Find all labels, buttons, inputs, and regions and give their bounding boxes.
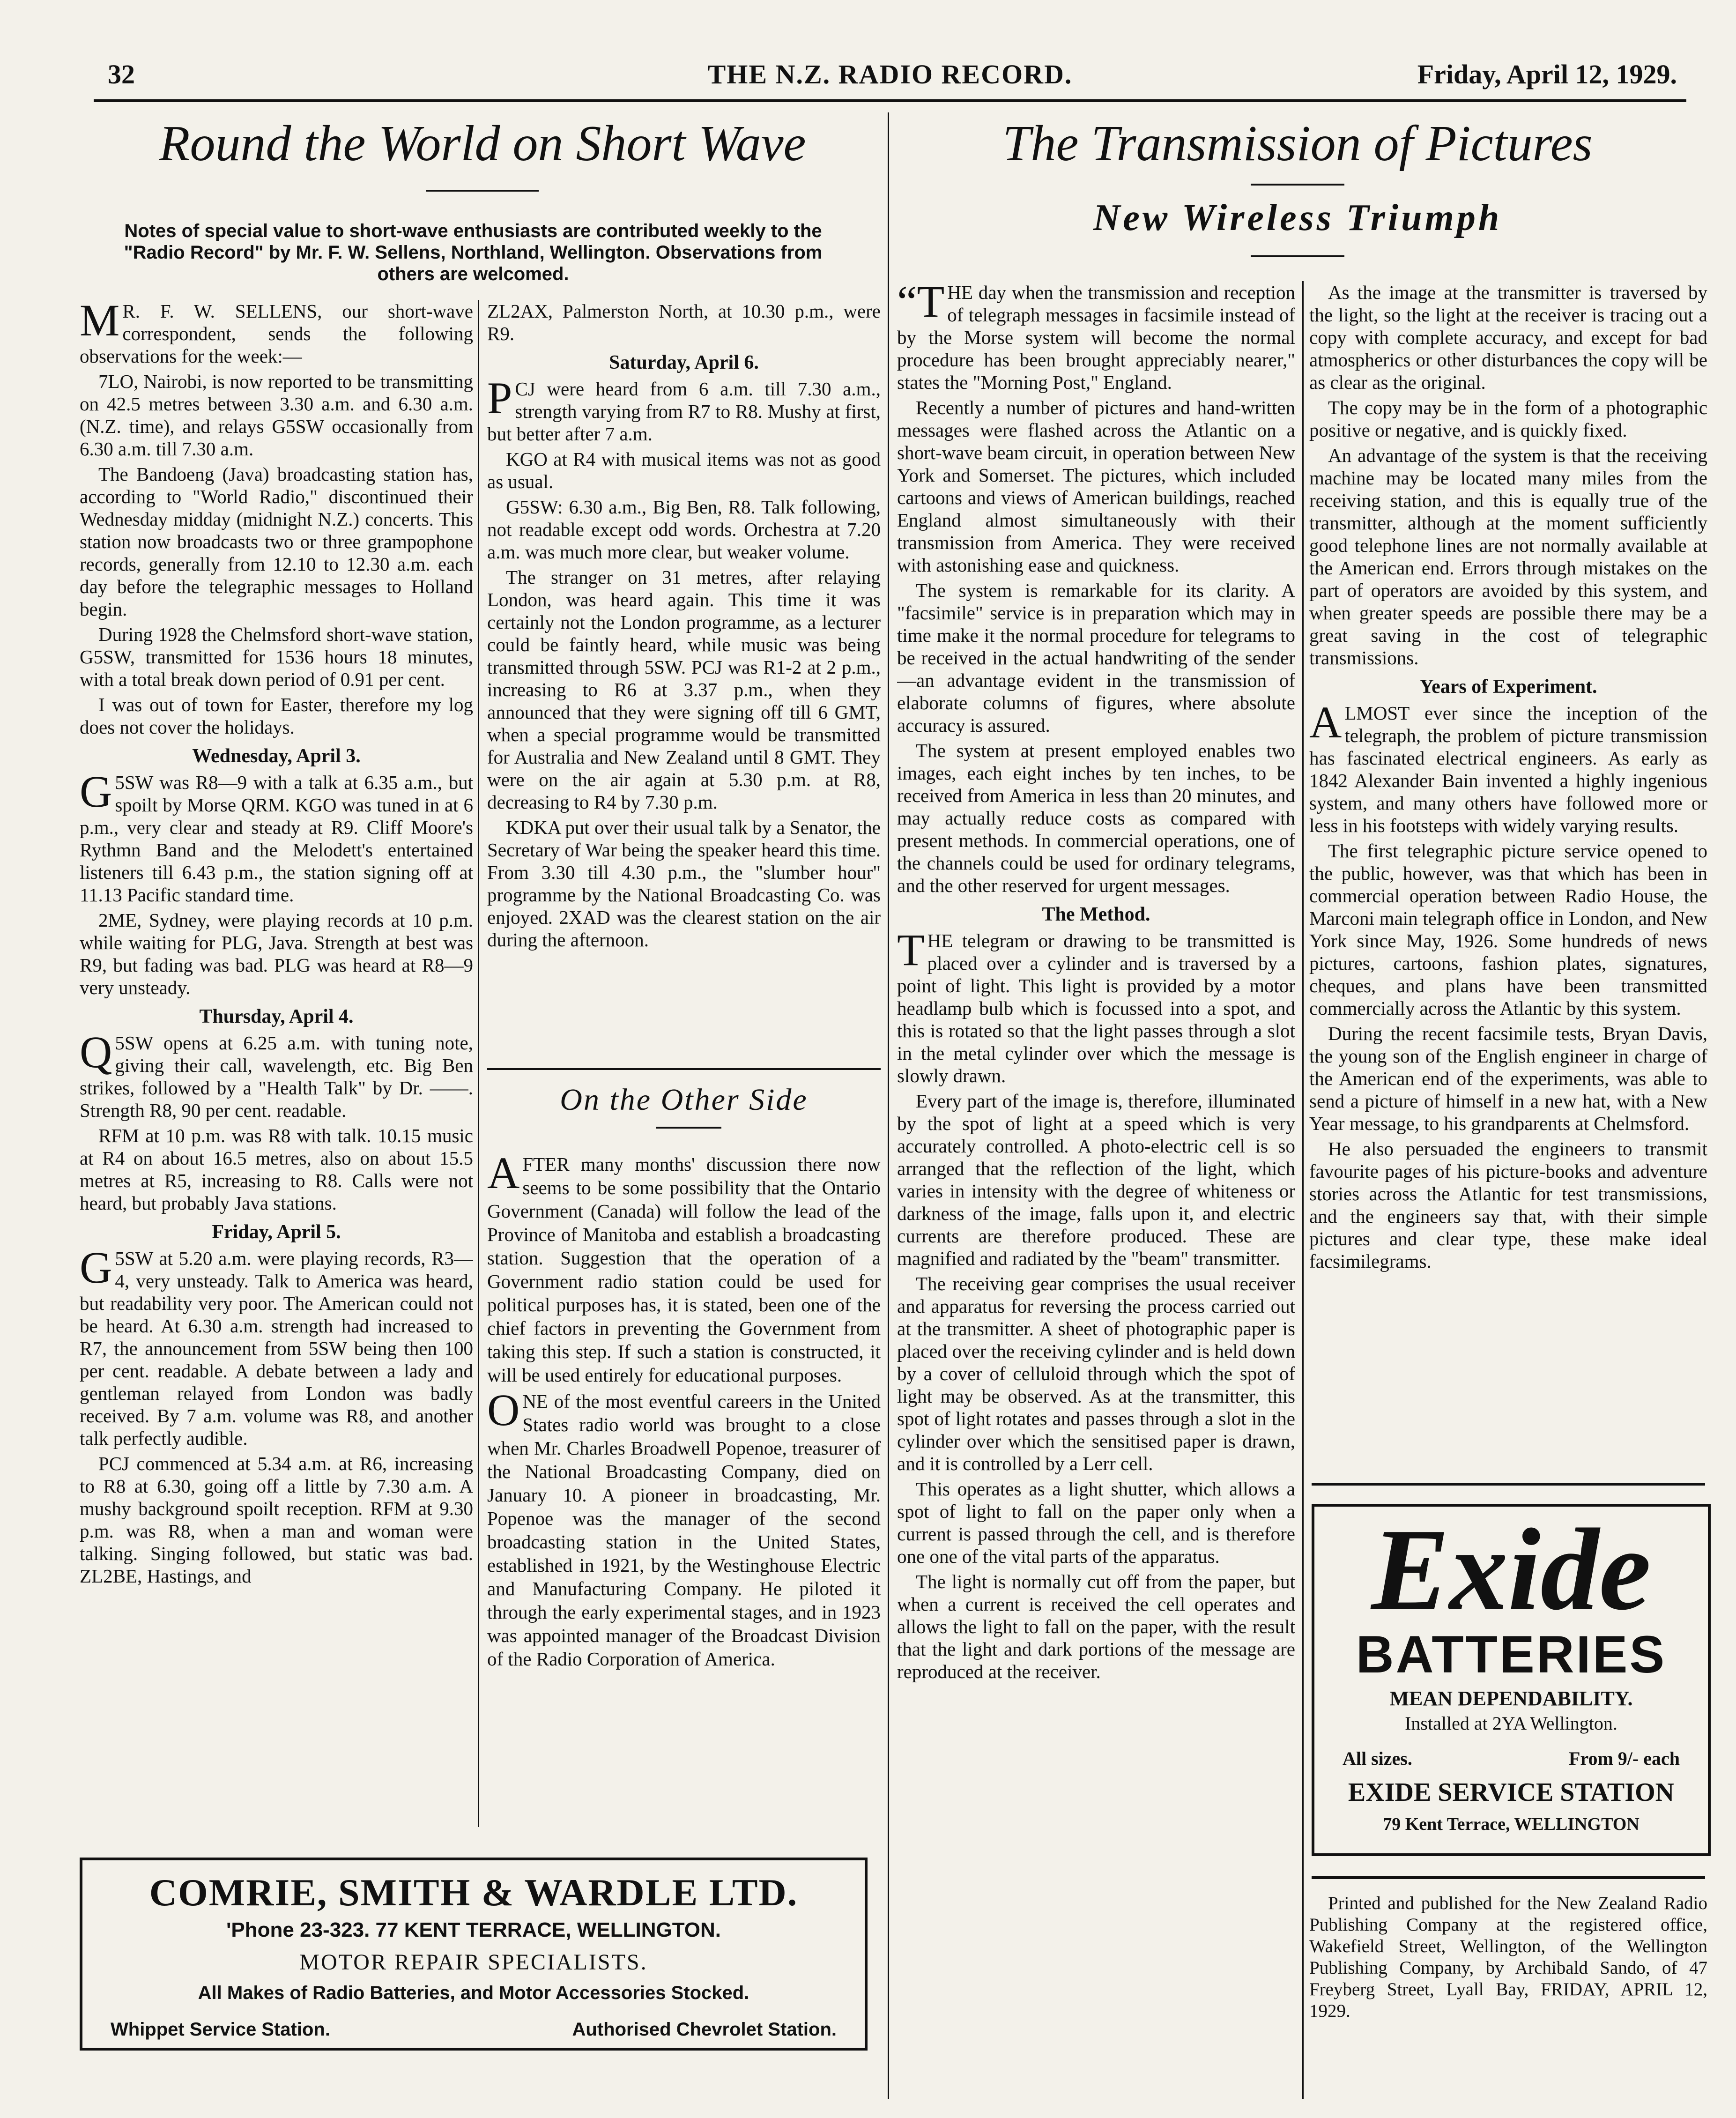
article-paragraph: He also persuaded the engineers to transmit favourite pages of his picture-books and adventure stories across the Atlantic for test transmissions, and the engineers say that, with their simple pictures and clear type, these make ideal facsimilegrams. [1309,1138,1707,1272]
section-heading: Friday, April 5. [212,1221,341,1243]
article-paragraph: This operates as a light shutter, which allows a spot of light to fall on the paper only when a current is passed through the cell, and is therefore one one of the vital parts of the apparatus. [897,1478,1295,1567]
comrie-ad-whippet: Whippet Service Station. [111,2019,330,2040]
article-paragraph: AFTER many months' discussion there now seems to be some possibility that the Ontario Government (Canada) will follow the lead of the Province of Manitoba and establish a broadcasting station. Suggestion that the operation of a Government radio station could be used for political purposes has, it is stated, been one of the chief factors in preventing the Government from taking this step. If such a station is constructed, it will be used entirely for educational purposes. [487,1152,881,1386]
shortwave-title: Round the World on Short Wave [159,116,806,171]
article-paragraph: 2ME, Sydney, were playing records at 10 p.m. while waiting for PLG, Java. Strength at best was R9, but fading was bad. PLG was heard at R8—9 very unsteady. [80,909,473,998]
article-paragraph: ONE of the most eventful careers in the United States radio world was brought to a close when Mr. Charles Broadwell Popenoe, treasurer of the National Broadcasting Company, died on January 10. A pioneer in broadcasting, Mr. Popenoe was the manager of the second broadcasting station in the United States, established in 1921, by the Westinghouse Electric and Manufacturing Company. He piloted it through the early experimental stages, and in 1923 was appointed manager of the Broadcast Division of the Radio Corporation of America. [487,1385,881,1670]
exide-address: 79 Kent Terrace, WELLINGTON [1383,1814,1640,1834]
drop-cap: A [487,1152,520,1198]
article-paragraph: PCJ were heard from 6 a.m. till 7.30 a.m., strength varying from R7 to R8. Mushy at first, but better after 7 a.m. [487,373,881,445]
column-divider-3 [1302,281,1304,2099]
comrie-ad-phone: 'Phone 23-323. 77 KENT TERRACE, WELLINGTON. [226,1918,721,1941]
pictures-column-2 [1309,281,1707,1480]
article-paragraph: G 5SW was R8—9 with a talk at 6.35 a.m., but spoilt by Morse QRM. KGO was tuned in at 6 p.m., very clear and steady at R9. Cliff Moore's Rythmn Band and the Melodett's entertained listeners till 6.43 p.m., the station signing off at 11.13 Pacific standard time. [80,766,473,906]
exide-brand-logo: Exide [1371,1505,1651,1635]
section-heading: Saturday, April 6. [609,352,759,373]
section-heading: Thursday, April 4. [199,1006,354,1027]
article-paragraph: PCJ commenced at 5.34 a.m. at R6, increasing to R8 at 6.30, going off a little by 7.30 a.m. A mushy background spoilt reception. RFM at 9.30 p.m. was R8, when a man and woman were talking. Singing followed, but static was bad. ZL2BE, Hastings, and [80,1453,473,1587]
exide-sizes: All sizes. [1343,1748,1412,1769]
article-paragraph: I was out of town for Easter, therefore my log does not cover the holidays. [80,694,473,738]
article-paragraph: KDKA put over their usual talk by a Senator, the Secretary of War being the speaker heard this time. From 3.30 till 4.30 p.m., the "slumber hour" programme by the National Broadcasting Co. was enjoyed. 2XAD was the clearest station on the air during the afternoon. [487,817,881,951]
article-paragraph: “THE day when the transmission and reception of telegraph messages in facsimile instead of by the Morse system will become the normal procedure has been brought appreciably nearer," states the "Morning Post," England. [897,281,1295,393]
pictures-title: The Transmission of Pictures [1002,116,1593,171]
article-paragraph: During 1928 the Chelmsford short-wave station, G5SW, transmitted for 1536 hours 18 minutes, with a total break down period of 0.91 per cent. [80,624,473,690]
drop-cap: “T [897,281,945,327]
comrie-ad-specialists: MOTOR REPAIR SPECIALISTS. [299,1950,648,1975]
article-paragraph: The first telegraphic picture service opened to the public, however, was that which has been in commercial operation between Radio House, the Marconi main telegraph office in London, and New York since May, 1926. Some hundreds of news pictures, cartoons, fashion plates, signatures, cheques, and plans have been transmitted commercially across the Atlantic by this system. [1309,840,1707,1019]
article-paragraph: Q 5SW opens at 6.25 a.m. with tuning note, giving their call, wavelength, etc. Big Ben strikes, followed by a "Health Talk" by Dr. ——. Strength R8, 90 per cent. readable. [80,1027,473,1121]
pictures-title-rule [1251,184,1344,186]
drop-cap: O [487,1385,520,1435]
article-paragraph: RFM at 10 p.m. was R8 with talk. 10.15 music at R4 on about 16.5 metres, also on about 15.5 metres at R5, increasing to R8. Calls were not heard, but probably Java stations. [80,1125,473,1214]
drop-cap: P [487,373,512,423]
article-paragraph: KGO at R4 with musical items was not as good as usual. [487,448,881,492]
pictures-subtitle-rule [1251,255,1344,257]
page-number: 32 [108,59,135,89]
exide-installed: Installed at 2YA Wellington. [1405,1713,1617,1734]
exide-ad [1312,1504,1711,1856]
article-paragraph: Every part of the image is, therefore, illuminated by the spot of light at a speed which is very accurately controlled. A photo-electric cell is so arranged that the reflection of the light, which varies in intensity with the degree of whiteness or darkness of the image, falls upon it, and electric currents are therefore produced. These are magnified and radiated by the "beam" transmitter. [897,1090,1295,1269]
drop-cap: G [80,766,112,817]
section-heading: Years of Experiment. [1419,676,1597,698]
masthead [94,59,1686,101]
article-paragraph: The copy may be in the form of a photographic positive or negative, and is quickly fixed. [1309,397,1707,441]
shortwave-notes: Notes of special value to short-wave enthusiasts are contributed weekly to the "Radio Record" by Mr. F. W. Sellens, Northland, Wellington. Observations from others are welcomed. [124,221,823,284]
pictures-subtitle: New Wireless Triumph [1093,197,1502,238]
article-paragraph: 7LO, Nairobi, is now reported to be transmitting on 42.5 metres between 3.30 a.m. and 6.30 a.m. (N.Z. time), and relays G5SW occasionally from 6.30 a.m. till 7.30 a.m. [80,371,473,460]
imprint-top-rule [1312,1876,1705,1879]
drop-cap: G [80,1242,112,1293]
column-divider-1 [478,300,479,1827]
article-paragraph: The system is remarkable for its clarity. A "facsimile" service is in preparation which may in time make it the normal procedure for telegrams to be received in the actual handwriting of the sender—an advantage evident in the transmission of elaborate columns of figures, where absolute accuracy is assured. [897,580,1295,736]
shortwave-column-1 [80,300,473,1827]
article-paragraph: As the image at the transmitter is traversed by the light, so the light at the receiver is tracing out a copy with complete accuracy, and except for bad atmospherics or other disturbances the copy will be as clear as the original. [1309,282,1707,393]
article-paragraph: ZL2AX, Palmerston North, at 10.30 p.m., were R9. [487,300,881,344]
article-paragraph: G 5SW at 5.20 a.m. were playing records, R3—4, very unsteady. Talk to America was heard, but readability very poor. The American could not be heard. At 6.30 a.m. strength had increased to R7, the announcement from 5SW being then 100 per cent. readable. A debate between a lady and gentleman relayed from London was badly received. By 7 a.m. volume was R8, and another talk perfectly audible. [80,1242,473,1449]
drop-cap: T [897,925,925,975]
article-paragraph: The stranger on 31 metres, after relaying London, was heard again. This time it was certainly not the London programme, as a lecturer could be faintly heard, while music was being transmitted through 5SW. PCJ was R1-2 at 2 p.m., increasing to R6 at 3.37 p.m., when they announced that they were signing off till 6 GMT, when a special programme would be transmitted for Australia and New Zealand until 8 GMT. They were on the air again at 5.30 p.m. at R8, decreasing to R4 by 7.30 p.m. [487,566,881,813]
other-side-body [487,1152,881,1827]
article-paragraph: M R. F. W. SELLENS, our short-wave correspondent, sends the following observations for the week:— [80,300,473,367]
article-paragraph: The light is normally cut off from the paper, but when a current is received the cell operates and allows the light to fall on the paper, with the result that the light and dark portions of the message are reproduced at the receiver. [897,1571,1295,1682]
center-divider [888,112,889,2099]
other-side-title-rule [656,1127,721,1129]
issue-date: Friday, April 12, 1929. [1417,59,1677,89]
exide-price: From 9/- each [1569,1748,1680,1769]
publication-title: THE N.Z. RADIO RECORD. [707,59,1073,89]
section-heading: Wednesday, April 3. [192,745,361,767]
article-paragraph: Recently a number of pictures and hand-written messages were flashed across the Atlantic on a short-wave beam circuit, in operation between New York and Somerset. The pictures, which included cartoons and views of American buildings, reached England almost simultaneously with their transmission from America. They were received with astonishing ease and quickness. [897,397,1295,576]
other-side-title: On the Other Side [560,1083,808,1117]
comrie-ad-stock: All Makes of Radio Batteries, and Motor Accessories Stocked. [198,1983,749,2003]
article-paragraph: The system at present employed enables two images, each eight inches by ten inches, to be received from America in less than 20 minutes, and may actually reduce costs as compared with present methods. In commercial operations, one of the channels could be used for ordinary telegrams, and the other reserved for urgent messages. [897,740,1295,896]
section-heading: The Method. [1042,904,1150,925]
drop-cap: M [80,300,120,345]
article-paragraph: During the recent facsimile tests, Bryan Davis, the young son of the English engineer in charge of the American end of the experiments, was able to send a picture of himself in a new hat, with a New Year message, to his grandparents at Chelmsford. [1309,1023,1707,1134]
exide-top-rule [1312,1483,1705,1486]
masthead-rule [94,99,1686,102]
imprint-text: Printed and published for the New Zealand Radio Publishing Company at the registered office, Wakefield Street, Wellington, of the Wellington Publishing Company, by Archibald Sando, of 47 Freyberg Street, Lyall Bay, FRIDAY, APRIL 12, 1929. [1309,1893,1707,2021]
other-side-top-rule [487,1068,881,1070]
article-paragraph: THE telegram or drawing to be transmitted is placed over a cylinder and is traversed by a point of light. This light is provided by a motor headlamp bulb which is focussed into a spot, and this is rotated so that the light passes through a slot in the metal cylinder over which the message is slowly drawn. [897,925,1295,1086]
comrie-ad-chevrolet: Authorised Chevrolet Station. [572,2019,837,2040]
pictures-column-1 [897,281,1295,2099]
article-paragraph: The Bandoeng (Java) broadcasting station has, according to "World Radio," discontinued their Wednesday midday (midnight N.Z.) concerts. This station now broadcasts two or three grampophone records, generally from 12.10 to 12.30 a.m. each day before the telegraphic messages to Holland begin. [80,463,473,620]
shortwave-column-2 [487,300,881,1087]
article-paragraph: ALMOST ever since the inception of the telegraph, the problem of picture transmission has fascinated electrical engineers. As early as 1842 Alexander Bain invented a highly ingenious system, and many others have followed more or less in his footsteps with widely varying results. [1309,697,1707,836]
drop-cap: Q [80,1027,112,1077]
comrie-smith-wardle-ad [80,1858,868,2051]
shortwave-title-rule [426,190,539,192]
imprint [1309,1893,1707,2089]
comrie-ad-name: COMRIE, SMITH & WARDLE LTD. [149,1871,798,1914]
article-paragraph: The receiving gear comprises the usual receiver and apparatus for reversing the process carried out at the transmitter. A sheet of photographic paper is placed over the receiving cylinder and is held down by a cover of celluloid through which the spot of light may be observed. As at the transmitter, this spot of light rotates and passes through a slot in the cylinder over which the sensitised paper is drawn, and it is controlled by a Lerr cell. [897,1273,1295,1474]
article-paragraph: G5SW: 6.30 a.m., Big Ben, R8. Talk following, not readable except odd words. Orchestra at 7.20 a.m. was much more clear, but weaker volume. [487,496,881,563]
drop-cap: A [1309,697,1342,747]
article-paragraph: An advantage of the system is that the receiving machine may be located many miles from the receiving station, and this is equally true of the transmitter, although at the moment sufficiently good telephone lines are not normally available at the American end. Errors through mistakes on the part of operators are avoided by this system, and when greater speeds are possible there may be a great saving in the cost of telegraphic transmissions. [1309,445,1707,669]
exide-tagline: MEAN DEPENDABILITY. [1389,1687,1633,1710]
exide-service-station: EXIDE SERVICE STATION [1348,1778,1675,1807]
exide-batteries: BATTERIES [1356,1625,1667,1684]
